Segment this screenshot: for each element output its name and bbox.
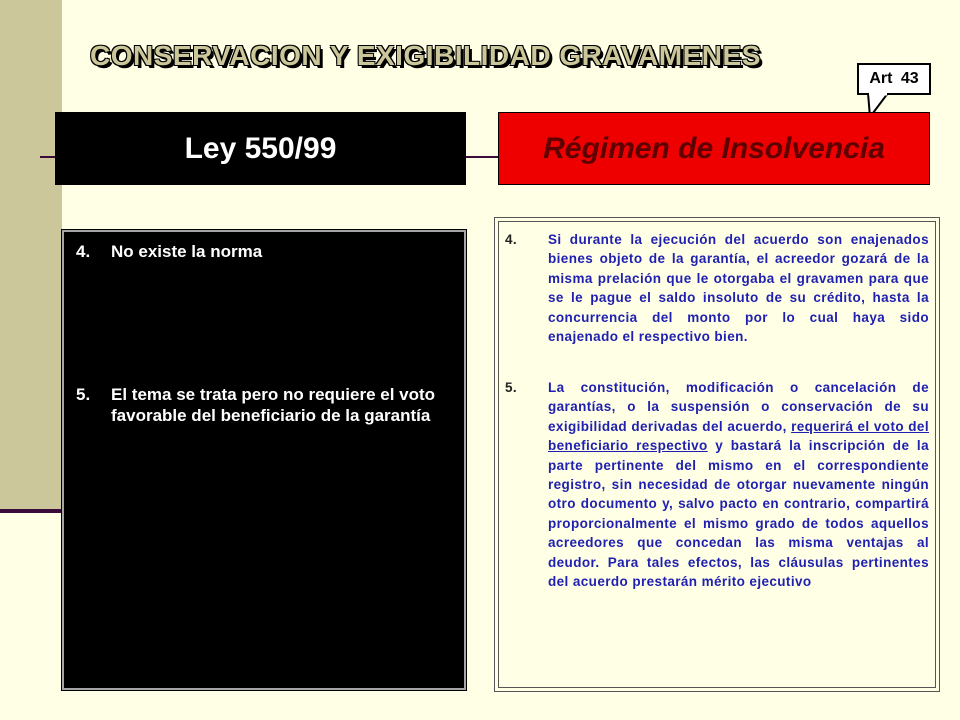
right-item-5	[505, 378, 929, 591]
slide-title: CONSERVACION Y EXIGIBILIDAD GRAVAMENES	[90, 40, 761, 71]
item-text: No existe la norma	[111, 242, 263, 261]
item-text-part: La constitución, modificación o cancelación de garantías, o la suspensión o conservación de su exigibilidad derivadas del acuerdo,	[548, 380, 929, 434]
item-text-part: y bastará la inscripción de la parte pertinente del mismo en el correspondiente registro, sin necesidad de otorgar nuevamente ningún otro documento y, salvo pacto en contrario, compartirá proporcionalmente el mismo grado de todos aquellos acreedores que concedan las misma ventajas al deudor. Para tales efectos, las cláusulas pertinentes del acuerdo prestarán mérito ejecutivo	[548, 438, 929, 590]
right-item-4	[505, 230, 929, 346]
left-decor-band	[0, 0, 62, 512]
connector-line-left	[40, 156, 56, 158]
art-callout: Art 43	[857, 63, 931, 95]
item-number: 5.	[76, 385, 91, 404]
left-panel	[62, 230, 466, 690]
left-item-5	[76, 384, 452, 426]
item-text: El tema se trata pero no requiere el voto favorable del beneficiario de la garantía	[111, 385, 436, 425]
item-text: Si durante la ejecución del acuerdo son enajenados bienes objeto de la garantía, el acreedor gozará de la misma prelación que le otorgaba el gravamen para que se le pague el saldo insoluto de su crédito, hasta la concurrencia del monto por lo cual haya sido enajenado el respectivo bien.	[548, 232, 929, 345]
item-number: 4.	[76, 242, 91, 261]
decor-line	[0, 509, 66, 513]
right-panel	[494, 217, 940, 692]
item-number: 4.	[505, 232, 518, 247]
left-header: Ley 550/99	[55, 112, 466, 185]
item-number: 5.	[505, 380, 518, 395]
left-item-4	[76, 241, 452, 262]
right-header: Régimen de Insolvencia	[498, 112, 930, 185]
item-text-underlined: requerirá el voto del beneficiario respectivo	[548, 418, 929, 454]
connector-line-middle	[466, 156, 498, 158]
item-text	[548, 378, 929, 591]
